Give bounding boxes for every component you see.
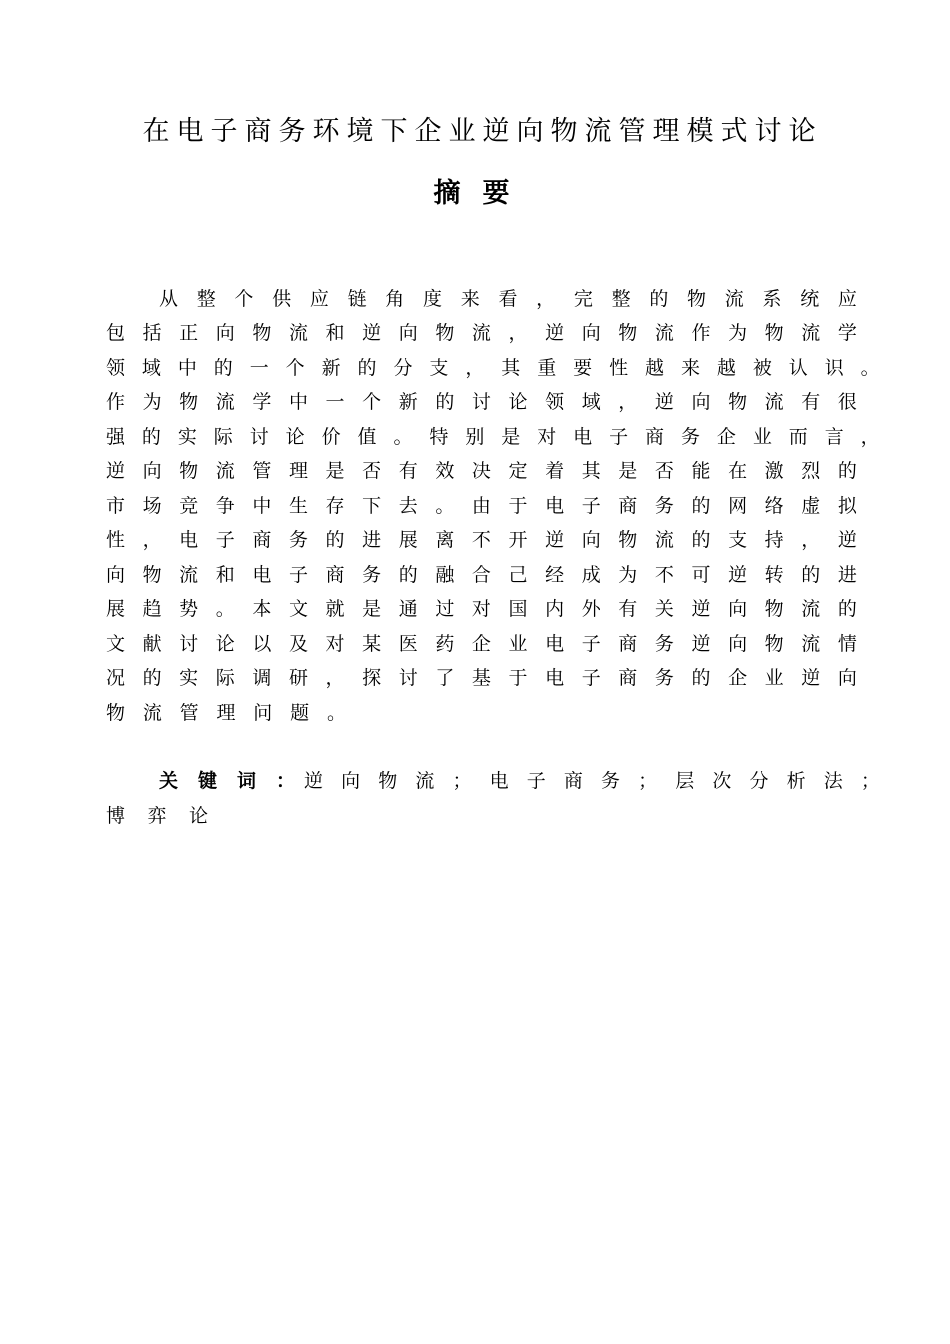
abstract-line: 市 场 竞 争 中 生 存 下 去 。 由 于 电 子 商 务 的 网 络 虚 拟 (105, 495, 857, 517)
abstract-line: 物 流 管 理 问 题 。 (105, 702, 346, 724)
abstract-line: 从 整 个 供 应 链 角 度 来 看 ， 完 整 的 物 流 系 统 应 (158, 288, 857, 310)
abstract-line: 领 域 中 的 一 个 新 的 分 支 ， 其 重 要 性 越 来 越 被 认 识 。 (105, 357, 880, 379)
abstract-heading: 摘要 (433, 178, 532, 209)
abstract-line: 展 趋 势 。 本 文 就 是 通 过 对 国 内 外 有 关 逆 向 物 流 的 (105, 598, 857, 620)
abstract-line: 强 的 实 际 讨 论 价 值 。 特 别 是 对 电 子 商 务 企 业 而 言 ， (105, 426, 880, 448)
abstract-line: 作 为 物 流 学 中 一 个 新 的 讨 论 领 域 ， 逆 向 物 流 有 很 (105, 391, 857, 413)
document-title: 在电子商务环境下企业逆向物流管理模式讨论 (142, 116, 823, 147)
keywords-list: 逆 向 物 流 ； 电 子 商 务 ； 层 次 分 析 法 ； (303, 770, 880, 792)
abstract-line: 文 献 讨 论 以 及 对 某 医 药 企 业 电 子 商 务 逆 向 物 流 情 (105, 633, 857, 655)
keywords-label: 关 键 词 ： (158, 770, 295, 792)
abstract-line: 逆 向 物 流 管 理 是 否 有 效 决 定 着 其 是 否 能 在 激 烈 的 (105, 460, 857, 482)
keywords-list-continued: 博 弈 论 (105, 805, 208, 827)
abstract-line: 况 的 实 际 调 研 ， 探 讨 了 基 于 电 子 商 务 的 企 业 逆 向 (105, 667, 857, 689)
abstract-line: 性 ， 电 子 商 务 的 进 展 离 不 开 逆 向 物 流 的 支 持 ， 逆 (105, 529, 857, 551)
abstract-line: 向 物 流 和 电 子 商 务 的 融 合 己 经 成 为 不 可 逆 转 的 进 (105, 564, 857, 586)
abstract-line: 包 括 正 向 物 流 和 逆 向 物 流 ， 逆 向 物 流 作 为 物 流 学 (105, 322, 857, 344)
